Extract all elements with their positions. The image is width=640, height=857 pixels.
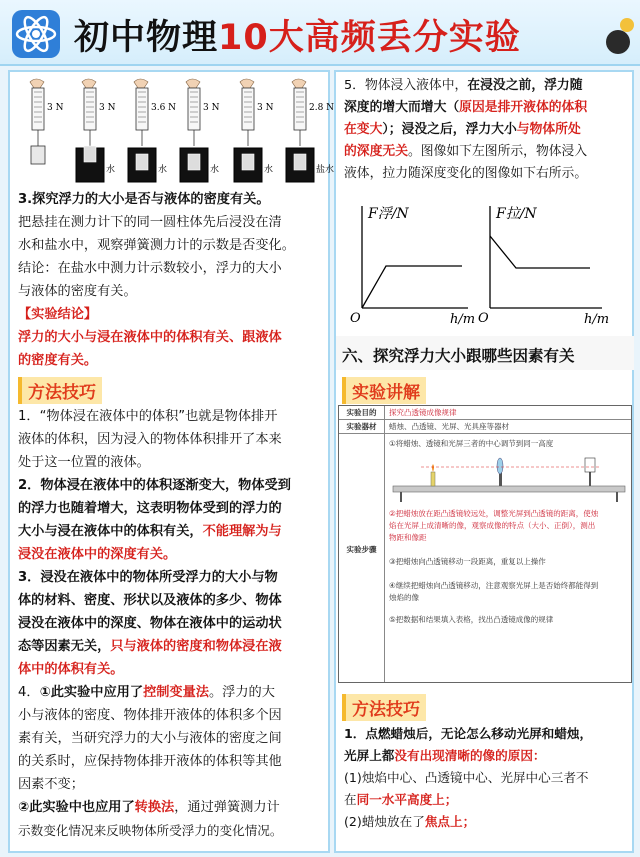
text-line xyxy=(344,744,546,767)
method-section-heading: 方法技巧 xyxy=(18,377,102,404)
text-line xyxy=(344,96,587,119)
text-span: ，通过弹簧测力计 xyxy=(174,800,280,815)
graph1-origin: O xyxy=(350,311,361,326)
text-line: 把悬挂在测力计下的同一圆柱体先后浸没在清 xyxy=(18,215,282,230)
graph2-x-label: h/m xyxy=(584,312,610,327)
text-line: 2．物体浸在液体中的体积逐渐变大，物体受到 xyxy=(18,478,291,493)
scale-reading: 3 N xyxy=(203,103,220,113)
title-part-b: 10大高频丢分实验 xyxy=(218,18,521,58)
graph1-x-label: h/m xyxy=(450,312,476,327)
text-line xyxy=(344,118,581,141)
liquid-label: 水 xyxy=(158,165,168,175)
table-row xyxy=(339,406,631,420)
explain-section-heading: 实验讲解 xyxy=(342,377,426,404)
liquid-label: 水 xyxy=(264,165,274,175)
hand-icon xyxy=(240,79,254,88)
spring-scale xyxy=(294,88,306,130)
spring-scale xyxy=(188,88,200,130)
hand-icon xyxy=(82,79,96,88)
text-line: 素有关，当研究浮力的大小与液体的密度之间 xyxy=(18,731,282,746)
scale-reading: 3.6 N xyxy=(151,103,177,113)
text-line: 液体的体积，因为浸入的物体体积排开了本来 xyxy=(18,432,282,447)
optical-bench-figure xyxy=(391,454,627,504)
liquid-label: 水 xyxy=(106,165,116,175)
text-line: 1．点燃蜡烛后，无论怎么移动光屏和蜡烛， xyxy=(344,726,593,741)
cylinder-block xyxy=(31,146,45,164)
scale-reading: 3 N xyxy=(99,103,116,113)
table-row xyxy=(339,434,631,682)
highlight-span: 控制变量法 xyxy=(143,685,209,700)
highlight-span: 没有出现清晰的像的原因： xyxy=(394,748,546,763)
text-line: 水和盐水中，观察弹簧测力计的示数是否变化。 xyxy=(18,238,295,253)
spring-scale xyxy=(242,88,254,130)
step-text: ②把蜡烛放在距凸透镜较远处，调整光屏到凸透镜的距离，使烛 xyxy=(389,509,599,518)
buoyancy-graphs xyxy=(340,190,632,330)
scale-reading: 2.8 N xyxy=(309,103,335,113)
graph2-origin: O xyxy=(478,311,489,326)
step-text: ④继续把蜡烛向凸透镜移动，注意观察光屏上是否始终都能得到 xyxy=(389,581,599,590)
text-line: 因素不变； xyxy=(18,777,84,792)
liquid-label: 水 xyxy=(210,165,220,175)
hand-icon xyxy=(292,79,306,88)
graph-buoyant-force xyxy=(350,206,475,327)
table-row-label: 实验步骤 xyxy=(339,434,385,682)
text-span: 深度的增大而增大（ xyxy=(344,100,460,115)
graph2-y-label: F拉/N xyxy=(496,206,537,222)
table-row-label: 实验目的 xyxy=(339,406,385,419)
text-line: 与液体的密度有关。 xyxy=(18,284,137,299)
step-text: ①将蜡烛、透镜和光屏三者的中心调节到同一高度 xyxy=(389,439,554,448)
header-banner xyxy=(0,0,640,66)
text-line: 浸没在液体中的深度、物体在液体中的运动状 xyxy=(18,616,282,631)
text-line: 结论：在盐水中测力计示数较小，浮力的大小 xyxy=(18,261,282,276)
text-line xyxy=(18,681,275,704)
text-span: 。图像如下左图所示，物体浸入 xyxy=(407,144,588,159)
graph1-y-label: F浮/N xyxy=(368,206,409,222)
step-text: 物距和像距 xyxy=(389,533,427,542)
table-cell: 探究凸透镜成像规律 xyxy=(389,408,457,417)
spring-scale xyxy=(84,88,96,130)
text-line xyxy=(344,810,475,833)
text-span: 在 xyxy=(344,792,357,807)
conclusion-text: 的密度有关。 xyxy=(18,353,98,368)
text-line: 小与液体的密度、物体排开液体的体积多个因 xyxy=(18,708,282,723)
text-line xyxy=(18,520,282,543)
text-line xyxy=(18,635,282,658)
text-line xyxy=(344,74,583,97)
text-span: 。浮力的大 xyxy=(209,685,275,700)
step-text: 焰在光屏上成清晰的像，观察成像的特点（大小、正倒），测出 xyxy=(389,521,596,530)
text-span: 5．物体浸入液体中， xyxy=(344,78,468,93)
highlight-span: 在变大 xyxy=(344,122,383,137)
cylinder-block xyxy=(136,154,148,170)
text-line xyxy=(18,796,280,819)
decoration-icon xyxy=(606,30,630,54)
highlight-span: 转换法 xyxy=(134,800,175,815)
text-line: 处于这一位置的液体。 xyxy=(18,455,150,470)
text-line: 1．“物体浸在液体中的体积”也就是物体排开 xyxy=(18,409,278,424)
cylinder-block xyxy=(84,146,96,162)
highlight-span: 的深度无关 xyxy=(344,144,408,159)
atom-logo-icon xyxy=(10,8,62,60)
text-line: 液体，拉力随深度变化的图像如下右所示。 xyxy=(344,166,588,181)
conclusion-label: 【实验结论】 xyxy=(18,307,98,322)
method-section-heading-2: 方法技巧 xyxy=(342,694,426,721)
text-span: 态等因素无关， xyxy=(18,639,111,654)
hand-icon xyxy=(134,79,148,88)
text-span: ①此实验中应用了 xyxy=(39,685,144,700)
table-cell: 蜡烛、凸透镜、光屏、光具座等器材 xyxy=(389,422,509,431)
buoyancy-apparatus-figure xyxy=(16,76,335,192)
graph-tension-force xyxy=(478,206,609,327)
table-row-label: 实验器材 xyxy=(339,420,385,433)
left-panel xyxy=(8,70,335,853)
scale-reading: 3 N xyxy=(257,103,274,113)
text-line: (1)烛焰中心、凸透镜中心、光屏中心三者不 xyxy=(344,770,589,785)
text-span: ②此实验中也应用了 xyxy=(18,800,135,815)
table-row xyxy=(339,420,631,434)
highlight-span: 与物体所处 xyxy=(516,122,581,137)
section-six-heading: 六、探究浮力大小跟哪些因素有关 xyxy=(336,336,634,370)
cylinder-block xyxy=(188,154,200,170)
hand-icon xyxy=(30,79,44,88)
conclusion-text: 浮力的大小与浸在液体中的体积有关、跟液体 xyxy=(18,330,282,345)
text-span: (2)蜡烛放在了 xyxy=(344,814,425,829)
text-line: 浸没在液体中的深度有关。 xyxy=(18,547,177,562)
text-line: 的关系时，应保持物体排开液体的体积等其他 xyxy=(18,754,282,769)
title-part-a: 初中物理 xyxy=(74,18,219,58)
highlight-span: 原因是排开液体的体积 xyxy=(459,100,588,115)
text-line: 示数变化情况来反映物体所受浮力的变化情况。 xyxy=(18,823,283,838)
hand-icon xyxy=(186,79,200,88)
highlight-span: 同一水平高度上； xyxy=(356,792,458,807)
text-line: 体的材料、密度、形状以及液体的多少、物体 xyxy=(18,593,282,608)
text-span: 在浸没之前，浮力随 xyxy=(467,78,583,93)
text-line: 3.探究浮力的大小是否与液体的密度有关。 xyxy=(18,192,270,207)
text-line xyxy=(344,788,457,811)
text-span: 4． xyxy=(18,685,40,700)
text-line: 的浮力也随着增大，这表明物体受到的浮力的 xyxy=(18,501,282,516)
step-text: ③把蜡烛向凸透镜移动一段距离，重复以上操作 xyxy=(389,557,546,566)
text-span: 光屏上都 xyxy=(344,748,395,763)
spring-scale xyxy=(136,88,148,130)
text-line xyxy=(344,140,587,163)
page-title xyxy=(74,10,521,60)
scale-reading: 3 N xyxy=(47,103,64,113)
text-span: ）；浸没之后，浮力大小 xyxy=(382,122,517,137)
step-text: ⑤把数据和结果填入表格，找出凸透镜成像的规律 xyxy=(389,615,554,624)
cylinder-block xyxy=(242,154,254,170)
cylinder-block xyxy=(294,154,306,170)
highlight-span: 只与液体的密度和物体浸在液 xyxy=(110,639,282,654)
highlight-span: 焦点上； xyxy=(424,814,476,829)
text-line: 体中的体积有关。 xyxy=(18,662,124,677)
text-span: 大小与浸在液体中的体积有关， xyxy=(18,524,203,539)
text-line: 3．浸没在液体中的物体所受浮力的大小与物 xyxy=(18,570,278,585)
liquid-label: 盐水 xyxy=(316,165,335,175)
right-panel xyxy=(334,70,634,853)
experiment-table xyxy=(338,405,632,683)
highlight-span: 不能理解为与 xyxy=(202,524,282,539)
spring-scale xyxy=(32,88,44,130)
step-text: 烛焰的像 xyxy=(389,593,419,602)
